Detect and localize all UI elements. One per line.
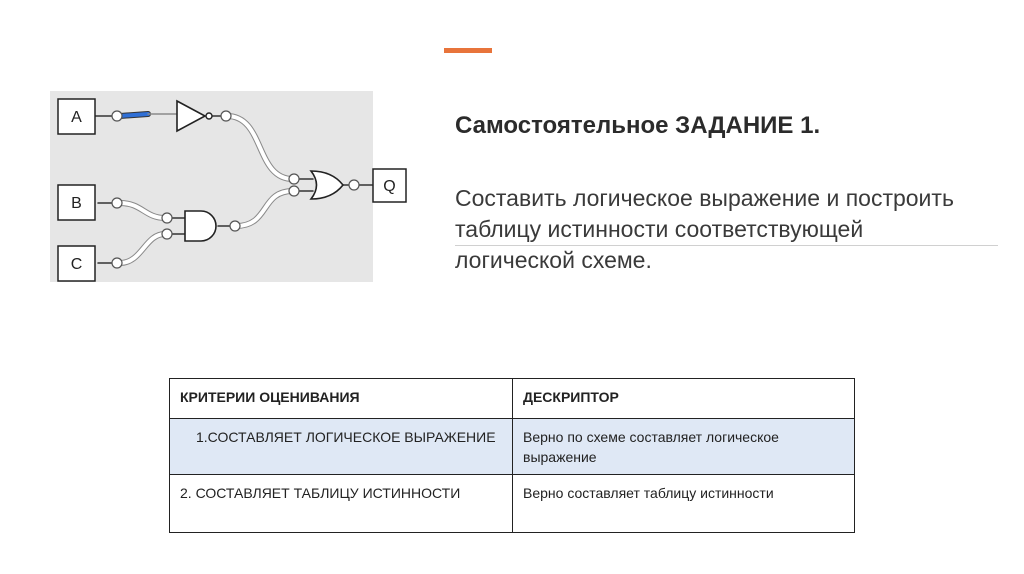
or-gate xyxy=(311,171,343,199)
header-criteria: КРИТЕРИИ ОЦЕНИВАНИЯ xyxy=(170,379,513,419)
logic-circuit-diagram xyxy=(50,91,373,282)
descriptor-cell: Верно составляет таблицу истинности xyxy=(513,475,855,533)
criterion-cell: 1.СОСТАВЛЯЕТ ЛОГИЧЕСКОЕ ВЫРАЖЕНИЕ xyxy=(170,419,513,475)
table-header-row xyxy=(170,379,855,419)
input-label-a: A xyxy=(71,109,82,126)
divider xyxy=(455,245,998,246)
slide-title: Самостоятельное ЗАДАНИЕ 1. xyxy=(455,112,821,139)
descriptor-cell: Верно по схеме составляет логическое выражение xyxy=(513,419,855,475)
input-box-c xyxy=(58,246,95,281)
header-descriptor: ДЕСКРИПТОР xyxy=(513,379,855,419)
task-text: Составить логическое выражение и построить таблицу истинности соответствующей логической схеме. xyxy=(455,185,954,273)
output-box-q xyxy=(372,168,408,204)
input-label-b: B xyxy=(71,195,82,212)
input-box-a xyxy=(58,99,95,134)
and-gate xyxy=(185,211,216,241)
input-box-b xyxy=(58,185,95,220)
not-gate xyxy=(177,101,212,131)
input-label-c: C xyxy=(70,256,83,273)
table-row xyxy=(170,419,855,475)
criteria-table xyxy=(169,378,855,533)
output-label-q: Q xyxy=(383,178,396,195)
table-row xyxy=(170,475,855,533)
wire xyxy=(120,116,293,263)
criterion-cell: 2. СОСТАВЛЯЕТ ТАБЛИЦУ ИСТИННОСТИ xyxy=(170,475,513,533)
accent-bar xyxy=(444,48,492,53)
